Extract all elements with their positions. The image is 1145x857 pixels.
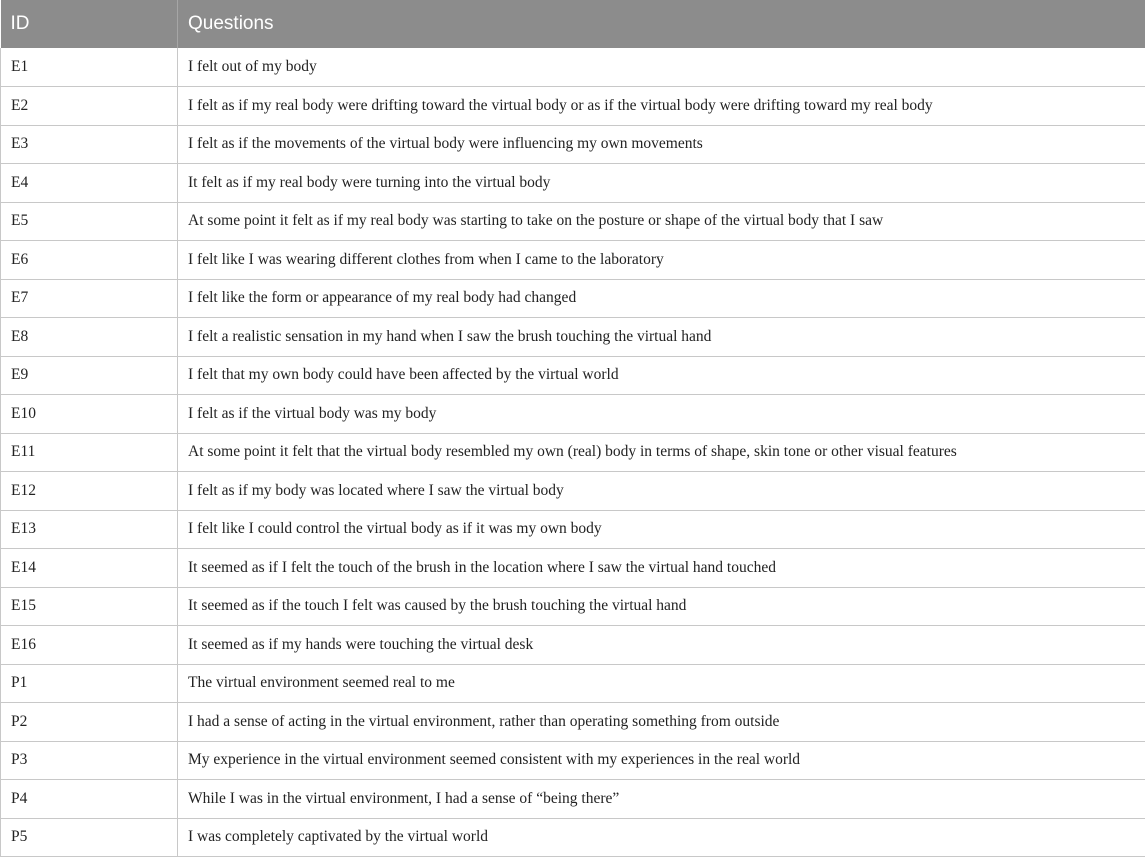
row-id: E8 xyxy=(1,318,178,357)
row-question: I felt out of my body xyxy=(178,48,1145,87)
row-question: I felt as if the movements of the virtual body were influencing my own movements xyxy=(178,125,1145,164)
row-question: I had a sense of acting in the virtual environment, rather than operating something from outside xyxy=(178,703,1145,742)
table-row xyxy=(1,202,1145,241)
row-id: E12 xyxy=(1,472,178,511)
header-questions: Questions xyxy=(178,0,1145,48)
row-id: E11 xyxy=(1,433,178,472)
row-question: I felt like the form or appearance of my real body had changed xyxy=(178,279,1145,318)
table-row xyxy=(1,433,1145,472)
table-row xyxy=(1,587,1145,626)
row-id: P4 xyxy=(1,780,178,819)
table-row xyxy=(1,164,1145,203)
row-id: E13 xyxy=(1,510,178,549)
row-question: I felt that my own body could have been affected by the virtual world xyxy=(178,356,1145,395)
row-id: E15 xyxy=(1,587,178,626)
table-row xyxy=(1,741,1145,780)
row-question: It felt as if my real body were turning into the virtual body xyxy=(178,164,1145,203)
table-row xyxy=(1,780,1145,819)
table-row xyxy=(1,241,1145,280)
row-question: It seemed as if I felt the touch of the brush in the location where I saw the virtual hand touched xyxy=(178,549,1145,588)
table-row xyxy=(1,125,1145,164)
table-row xyxy=(1,279,1145,318)
table-row xyxy=(1,510,1145,549)
table-body xyxy=(1,48,1145,857)
row-question: I felt like I was wearing different clothes from when I came to the laboratory xyxy=(178,241,1145,280)
header-row xyxy=(1,0,1145,48)
table-row xyxy=(1,48,1145,87)
table-row xyxy=(1,703,1145,742)
row-id: E16 xyxy=(1,626,178,665)
row-id: E6 xyxy=(1,241,178,280)
table-row xyxy=(1,626,1145,665)
row-id: P2 xyxy=(1,703,178,742)
row-question: At some point it felt as if my real body was starting to take on the posture or shape of the virtual body that I saw xyxy=(178,202,1145,241)
table-row xyxy=(1,818,1145,857)
row-question: I felt as if my real body were drifting toward the virtual body or as if the virtual body were drifting toward my real body xyxy=(178,87,1145,126)
table-row xyxy=(1,472,1145,511)
row-id: E5 xyxy=(1,202,178,241)
table-row xyxy=(1,318,1145,357)
row-id: E3 xyxy=(1,125,178,164)
table-header xyxy=(1,0,1145,48)
row-id: P5 xyxy=(1,818,178,857)
row-question: It seemed as if my hands were touching the virtual desk xyxy=(178,626,1145,665)
row-id: E9 xyxy=(1,356,178,395)
row-question: I felt as if the virtual body was my body xyxy=(178,395,1145,434)
row-id: P3 xyxy=(1,741,178,780)
row-question: It seemed as if the touch I felt was caused by the brush touching the virtual hand xyxy=(178,587,1145,626)
row-id: E2 xyxy=(1,87,178,126)
table-row xyxy=(1,356,1145,395)
row-id: E14 xyxy=(1,549,178,588)
row-question: While I was in the virtual environment, I had a sense of “being there” xyxy=(178,780,1145,819)
row-id: P1 xyxy=(1,664,178,703)
header-id: ID xyxy=(1,0,178,48)
row-question: At some point it felt that the virtual body resembled my own (real) body in terms of shape, skin tone or other visual features xyxy=(178,433,1145,472)
row-question: I felt a realistic sensation in my hand when I saw the brush touching the virtual hand xyxy=(178,318,1145,357)
row-question: I felt as if my body was located where I saw the virtual body xyxy=(178,472,1145,511)
table-row xyxy=(1,549,1145,588)
row-id: E1 xyxy=(1,48,178,87)
row-question: I felt like I could control the virtual body as if it was my own body xyxy=(178,510,1145,549)
row-id: E7 xyxy=(1,279,178,318)
row-id: E10 xyxy=(1,395,178,434)
table-row xyxy=(1,664,1145,703)
table-row xyxy=(1,395,1145,434)
row-question: The virtual environment seemed real to me xyxy=(178,664,1145,703)
table-row xyxy=(1,87,1145,126)
row-question: I was completely captivated by the virtual world xyxy=(178,818,1145,857)
row-question: My experience in the virtual environment seemed consistent with my experiences in the real world xyxy=(178,741,1145,780)
row-id: E4 xyxy=(1,164,178,203)
